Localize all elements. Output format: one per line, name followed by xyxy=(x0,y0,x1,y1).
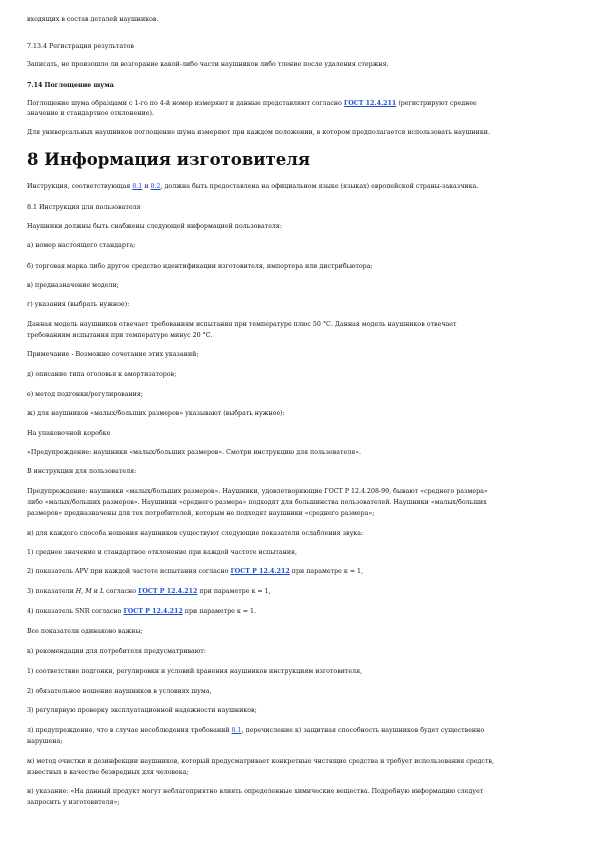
list-item: 3) регулярную проверку эксплуатационной надежности наушников; xyxy=(27,707,257,714)
text-span: Н, М xyxy=(75,588,92,595)
text-line: «Предупреждение: наушники «малых/больших размеров». Смотри инструкцию для пользователя». xyxy=(27,449,362,456)
list-item: 1) среднее значение и стандартное отклонение при каждой частоте испытания, xyxy=(27,549,297,556)
list-item xyxy=(27,725,573,736)
text-span: при параметре к = 1. xyxy=(184,608,257,615)
text-line: либо «малых/больших размеров». Наушники «среднего размера» подходят для большинства пользователей. Наушники «малых/больших xyxy=(27,499,487,506)
list-item: к) рекомендации для потребителя предусматривают: xyxy=(27,648,206,655)
subsection-heading-7-14: 7.14 Поглощение шума xyxy=(27,82,114,89)
text-line: нарушена; xyxy=(27,738,63,745)
note-line: Примечание - Возможно сочетание этих указаний; xyxy=(27,351,199,358)
text-span: 4) показатель SNR согласно xyxy=(27,608,122,615)
text-span: и xyxy=(144,183,149,190)
text-span: л) предупреждение, что в случае несоблюдения требований xyxy=(27,727,230,734)
text-line: Данная модель наушников отвечает требованиям испытания при температуре плюс 50 °С. Данная модель наушников отвечает xyxy=(27,321,457,328)
text-span: , перечисление к) защитная способность наушников будет существенно xyxy=(241,727,485,734)
text-line: Для универсальных наушников поглощение шума измеряют при каждом положении, в котором предполагается использовать наушники. xyxy=(27,129,490,136)
subsection-heading-8-1: 8.1 Инструкция для пользователя xyxy=(27,204,141,211)
list-item: в) предназначение модели; xyxy=(27,282,119,289)
text-line: Все показатели одинаково важны; xyxy=(27,628,143,635)
gost-r-12-4-212-link[interactable]: ГОСТ Р 12.4.212 xyxy=(123,608,183,615)
text-line: значение и стандартное отклонение). xyxy=(27,110,154,117)
list-item: д) описание типа оголовья к амортизаторов; xyxy=(27,371,177,378)
gost-r-12-4-212-link[interactable]: ГОСТ Р 12.4.212 xyxy=(138,588,198,595)
text-line: Наушники должны быть снабжены следующей информацией пользователя: xyxy=(27,223,283,230)
list-item: н) указание: «На данный продукт могут неблагоприятно влиять определенные химические вещества. Подробную информацию следует xyxy=(27,788,484,795)
section-heading-8: 8 Информация изготовителя xyxy=(27,150,311,169)
text-span: при параметре к = 1, xyxy=(199,588,271,595)
text-span: 3) показатели xyxy=(27,588,74,595)
text-span: 2) показатель APV при каждой частоте испытания согласно xyxy=(27,568,229,575)
text-line: запросить у изготовителя»; xyxy=(27,799,120,806)
text-line: требованиям испытания при температуре минус 20 °С. xyxy=(27,332,213,339)
list-item: 1) соответствие подгонки, регулировки и условий хранения наушников инструкциям изготовителя, xyxy=(27,668,363,675)
list-item xyxy=(27,586,573,597)
list-item: 2) обязательное ношение наушников в условиях шума, xyxy=(27,688,212,695)
list-item xyxy=(27,566,573,577)
list-item: б) торговая марка либо другое средство идентификации изготовителя, импортера или дистрибьютора; xyxy=(27,263,373,270)
text-line xyxy=(27,181,573,192)
list-item: е) метод подгонки/регулирования; xyxy=(27,391,143,398)
text-span: при параметре к = 1, xyxy=(291,568,364,575)
list-item: г) указания (выбрать нужное): xyxy=(27,301,130,308)
list-item: ж) для наушников «малых/больших размеров» указывают (выбрать нужное): xyxy=(27,410,285,417)
text-line: входящих в состав деталей наушников. xyxy=(27,16,159,23)
section-8-1-link[interactable]: 8.1 xyxy=(132,183,143,190)
list-item: и) для каждого способа ношения наушников существуют следующие показатели ослабления звука: xyxy=(27,530,364,537)
text-span: и xyxy=(93,588,98,595)
gost-r-12-4-212-link[interactable]: ГОСТ Р 12.4.212 xyxy=(230,568,290,575)
text-line: В инструкции для пользователя: xyxy=(27,468,137,475)
text-span: , должна быть предоставлена на официальном языке (языках) европейской страны-заказчика. xyxy=(160,183,479,190)
text-line: известных в качестве безвредных для человека; xyxy=(27,769,189,776)
list-item: а) номер настоящего стандарта; xyxy=(27,242,136,249)
section-8-2-link[interactable]: 8.2 xyxy=(150,183,161,190)
list-item: м) метод очистки и дезинфекции наушников, который предусматривает конкретные чистящие средства и требует использования средств, xyxy=(27,758,494,765)
text-span: Инструкция, соответствующая xyxy=(27,183,131,190)
text-line: размеров» предназначены для тех потребителей, которым не подходят наушники «среднего размера»; xyxy=(27,510,375,517)
text-span: согласно xyxy=(106,588,137,595)
list-item xyxy=(27,606,573,617)
text-span: L xyxy=(99,588,105,595)
gost-12-4-211-link[interactable]: ГОСТ 12.4.211 xyxy=(343,100,397,107)
subsection-heading-7-13-4: 7.13.4 Регистрация результатов xyxy=(27,43,134,50)
text-line: На упаковочной коробке xyxy=(27,430,111,437)
section-8-1-link[interactable]: 8.1 xyxy=(231,727,242,734)
text-line: Записать, не произошло ли возгорание какой-либо части наушников либо тление после удаления стержня. xyxy=(27,61,389,68)
text-span: Поглощение шума образцами с 1-го по 4-й номер измеряют и данные представляют согласно xyxy=(27,100,342,107)
text-line: Предупреждение: наушники «малых/больших размеров». Наушники, удовлетворяющие ГОСТ Р 12.4.208-99, бывают «среднего размера» xyxy=(27,488,488,495)
text-span: (регистрируют среднее xyxy=(398,100,477,107)
